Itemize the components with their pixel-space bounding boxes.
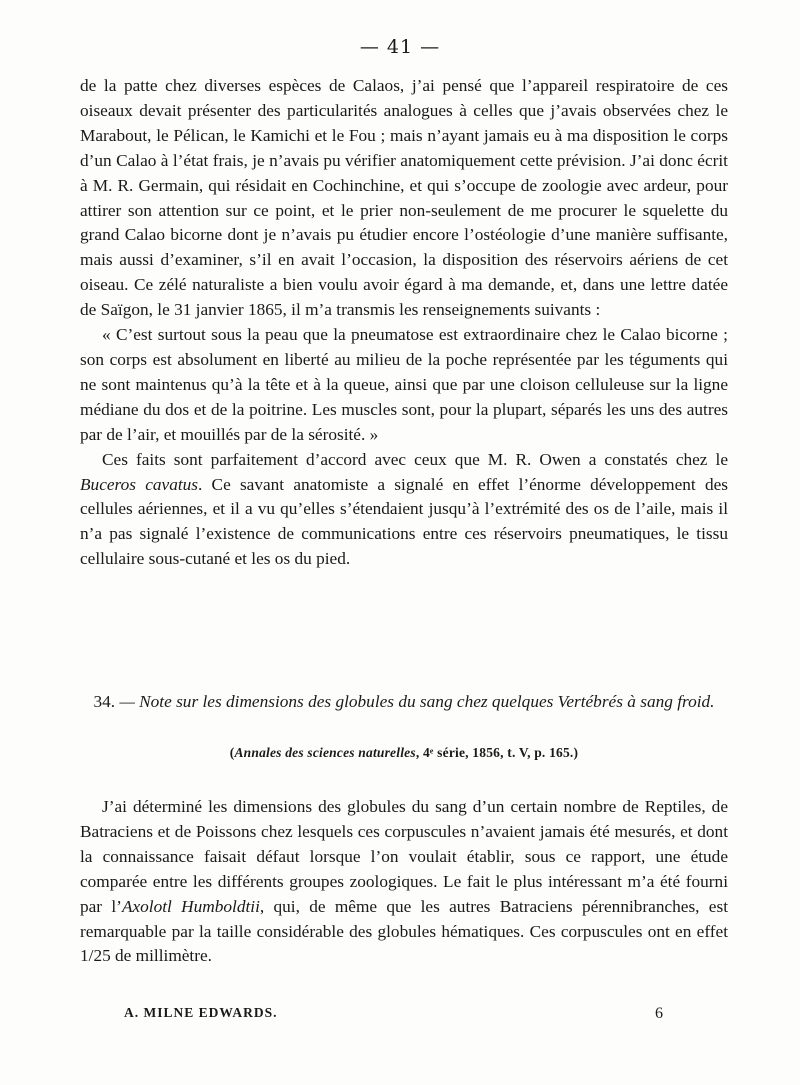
citation-journal: Annales des sciences naturelles: [234, 745, 416, 760]
note-citation: [80, 745, 728, 761]
note-title: — Note sur les dimensions des globules du sang chez quelques Vertébrés à sang froid.: [119, 692, 715, 711]
paragraph-globules: [80, 795, 728, 969]
citation-close: ): [573, 745, 579, 760]
owen-text-before: Ces faits sont parfaitement d’accord avec ceux que M. R. Owen a constatés chez le: [102, 449, 728, 469]
section-calao: [80, 74, 728, 572]
note-heading: [80, 690, 728, 713]
note-number: 34.: [93, 692, 116, 711]
citation-rest: , 4ᵉ série, 1856, t. V, p. 165.: [415, 745, 574, 760]
footer-signature: A. MILNE EDWARDS.: [124, 1005, 278, 1020]
paragraph-calao: de la patte chez diverses espèces de Calaos, j’ai pensé que l’appareil respiratoire de ces oiseaux devait présenter des particularités analogues à celles que j’avais observées chez le Marabout, le Pélican, le Kamichi et le Fou ; mais n’ayant jamais eu à ma disposition le corps d’un Calao à l’état frais, je n’avais pu vérifier anatomiquement cette prévision. J’ai donc écrit à M. R. Germain, qui résidait en Cochinchine, et qui s’occupe de zoologie avec ardeur, pour attirer son attention sur ce point, et le prier non-seulement de me procurer le squelette du grand Calao bicorne dont je n’avais pu étudier encore l’ostéologie d’une manière suffisante, mais aussi d’examiner, s’il en avait l’occasion, la disposition des réservoirs aériens de cet oiseau. Ce zélé naturaliste a bien voulu avoir égard à ma demande, et, dans une lettre datée de Saïgon, le 31 janvier 1865, il m’a transmis les renseignements suivants :: [80, 76, 728, 320]
globules-text-after: , qui, de même que les autres Batraciens pérennibranches, est remarquable par la taille considérable des globules hématiques. Ces corpuscules ont en effet 1/25 de millimètre.: [80, 896, 728, 966]
globules-text-before: J’ai déterminé les dimensions des globules du sang d’un certain nombre de Reptiles, de Batraciens et de Poissons chez lesquels ces corpuscules n’avaient jamais été mesurés, et dont la connaissance faisait défaut lorsque l’on voulait établir, sous ce rapport, une étude comparée entre les différents groupes zoologiques. Le fait le plus intéressant m’a été fourni par l’: [80, 797, 728, 916]
section-globules: [80, 795, 728, 969]
owen-text-after: . Ce savant anatomiste a signalé en effet l’énorme développement des cellules aériennes, et il a vu qu’elles s’étendaient jusqu’à l’extrémité des os de l’aile, mais il n’a pas signalé l’existence de communications entre ces réservoirs pneumatiques, le tissu cellulaire sous-cutané et les os du pied.: [80, 474, 728, 569]
paragraph-owen: [80, 448, 728, 573]
page-number: — 41 —: [359, 36, 441, 58]
paragraph-quote: « C’est surtout sous la peau que la pneumatose est extraordinaire chez le Calao bicorne ; son corps est absolument en liberté au milieu de la poche représentée par les téguments qui ne sont maintenus qu’à la tête et à la queue, ainsi que par une cloison celluleuse sur la ligne médiane du dos et de la poitrine. Les muscles sont, pour la plupart, séparés les uns des autres par de l’air, et mouillés par de la sérosité. »: [80, 325, 728, 444]
citation-open: (: [229, 745, 235, 760]
sheet-number: 6: [655, 1005, 664, 1022]
species-axolotl: Axolotl Humboldtii: [121, 896, 260, 916]
species-buceros: Buceros cavatus: [80, 474, 198, 494]
